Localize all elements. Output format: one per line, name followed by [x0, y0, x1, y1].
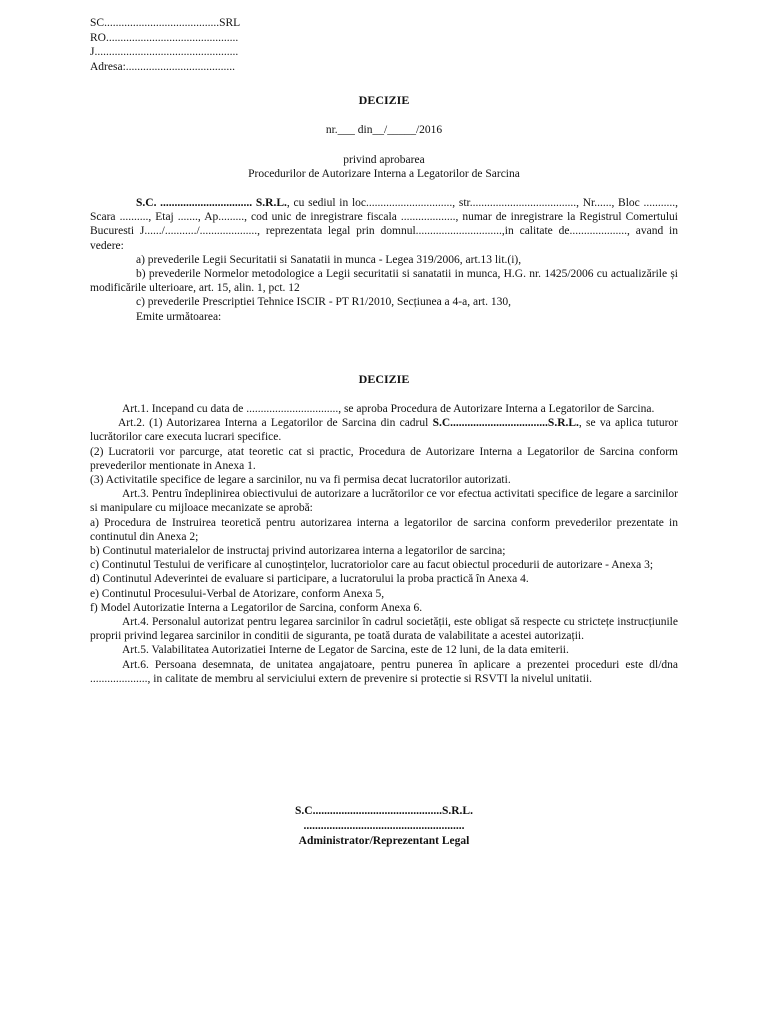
article-3: Art.3. Pentru îndeplinirea obiectivului de autorizare a lucrătorilor ce vor efectua activitati specifice de legare a sarcinilor si manipulare cu mijloace mecanizate se aprobă:: [90, 488, 678, 515]
article-3-item-c: c) Continutul Testului de verificare al cunoștințelor, lucratoriolor care au facut obiectul procedurii de autorizare - Anexa 3;: [90, 559, 654, 572]
article-2-paragraph-2: (2) Lucratorii vor parcurge, atat teoretic cat si practic, Procedura de Autorizare Interna a Legatorilor de Sarcina conform prevederilor mentionate in Anexa 1.: [90, 445, 678, 472]
articles-section: [90, 402, 678, 686]
subject-line-1: privind aprobarea: [343, 154, 425, 166]
article-3-item-b: b) Continutul materialelor de instructaj privind autorizarea interna a legatorilor de sarcina;: [90, 545, 506, 558]
article-3-item-a: a) Procedura de Instruirea teoretică pentru autorizarea interna a legatorilor de sarcina conform prevederilor prezentate in continutul din Anexa 2;: [90, 516, 678, 543]
considerent-b: b) prevederile Normelor metodologice a Legii securitatii si sanatatii in munca, H.G. nr. 1425/2006 cu actualizările și modificările ulterioare, art. 15, alin. 1, pct. 12: [90, 268, 678, 295]
article-2-paragraph-3: (3) Activitatile specifice de legare a sarcinilor, nu va fi permisa decat lucratorilor autorizati.: [90, 474, 511, 487]
decision-number: nr.___ din__/_____/2016: [325, 124, 443, 136]
header-ro-line: RO..............................................: [90, 31, 239, 44]
header-address-line: Adresa:......................................: [90, 60, 236, 73]
article-6: Art.6. Persoana desemnata, de unitatea angajatoare, pentru punerea în aplicare a prezentei proceduri este dl/dna ...................., in calitate de membru al serviciului extern de prevenire si protectie si RSVTI la nivelul unitatii.: [90, 658, 678, 685]
company-header: [90, 16, 240, 74]
article-2-text-b: , se va aplica tuturor lucrătorilor care executa lucrari specifice.: [90, 417, 679, 444]
intro-text: , cu sediul in loc.............................., str....................................., Nr......, Bloc ..........., Scara .........., Etaj ......., Ap........., cod unic de inregistrare fiscala ..................., numar de inregistrare la Registrul Comertului Bucuresti J....../.........../...................., reprezentata legal prin domnul..............................,in calitate de...................., avand in vedere:: [90, 197, 678, 252]
article-2-text-a: Art.2. (1) Autorizarea Interna a Legatorilor de Sarcina din cadrul: [118, 417, 433, 430]
emite-line: Emite următoarea:: [136, 310, 222, 323]
article-1: Art.1. Incepand cu data de ................................, se aproba Procedura de Autorizare Interna a Legatorilor de Sarcina.: [122, 403, 655, 415]
intro-section: [90, 196, 678, 324]
signature-company: S.C.............................................S.R.L.: [295, 805, 473, 817]
header-j-line: J..................................................: [90, 46, 239, 59]
article-3-item-f: f) Model Autorizatie Interna a Legatorilor de Sarcina, conform Anexa 6.: [90, 601, 423, 614]
article-2: [90, 416, 678, 444]
subject-line-2: Procedurilor de Autorizare Interna a Legatorilor de Sarcina: [248, 168, 520, 180]
intro-paragraph: [90, 196, 678, 253]
article-3-item-d: d) Continutul Adeverintei de evaluare si participare, a lucratorului la proba practică în Anexa 4.: [90, 573, 529, 586]
article-4: Art.4. Personalul autorizat pentru legarea sarcinilor în cadrul societății, este obligat să respecte cu strictețe instrucțiunile proprii privind legarea sarcinilor in conditii de siguranta, pe toată durata de valabilitate a acestei autorizații.: [90, 616, 678, 643]
decision-title: DECIZIE: [358, 93, 410, 107]
signature-dots: ........................................................: [303, 820, 465, 832]
article-5: Art.5. Valabilitatea Autorizatiei Interne de Legator de Sarcina, este de 12 luni, de la data emiterii.: [122, 644, 569, 657]
signature-block: [0, 804, 768, 849]
intro-company: S.C. ................................ S.R.L.: [136, 197, 287, 209]
article-3-item-e: e) Continutul Procesului-Verbal de Atorizare, conform Anexa 5,: [90, 587, 385, 600]
header-company-line: SC........................................SRL: [90, 17, 241, 29]
decision-title-2: DECIZIE: [358, 372, 410, 386]
considerent-a: a) prevederile Legii Securitatii si Sanatatii in munca - Legea 319/2006, art.13 lit.(i),: [136, 253, 522, 266]
signature-role: Administrator/Reprezentant Legal: [298, 835, 470, 847]
article-2-company: S.C..................................S.R.L.: [432, 417, 579, 430]
considerent-c: c) prevederile Prescriptiei Tehnice ISCIR - PT R1/2010, Secțiunea a 4-a, art. 130,: [136, 296, 511, 309]
